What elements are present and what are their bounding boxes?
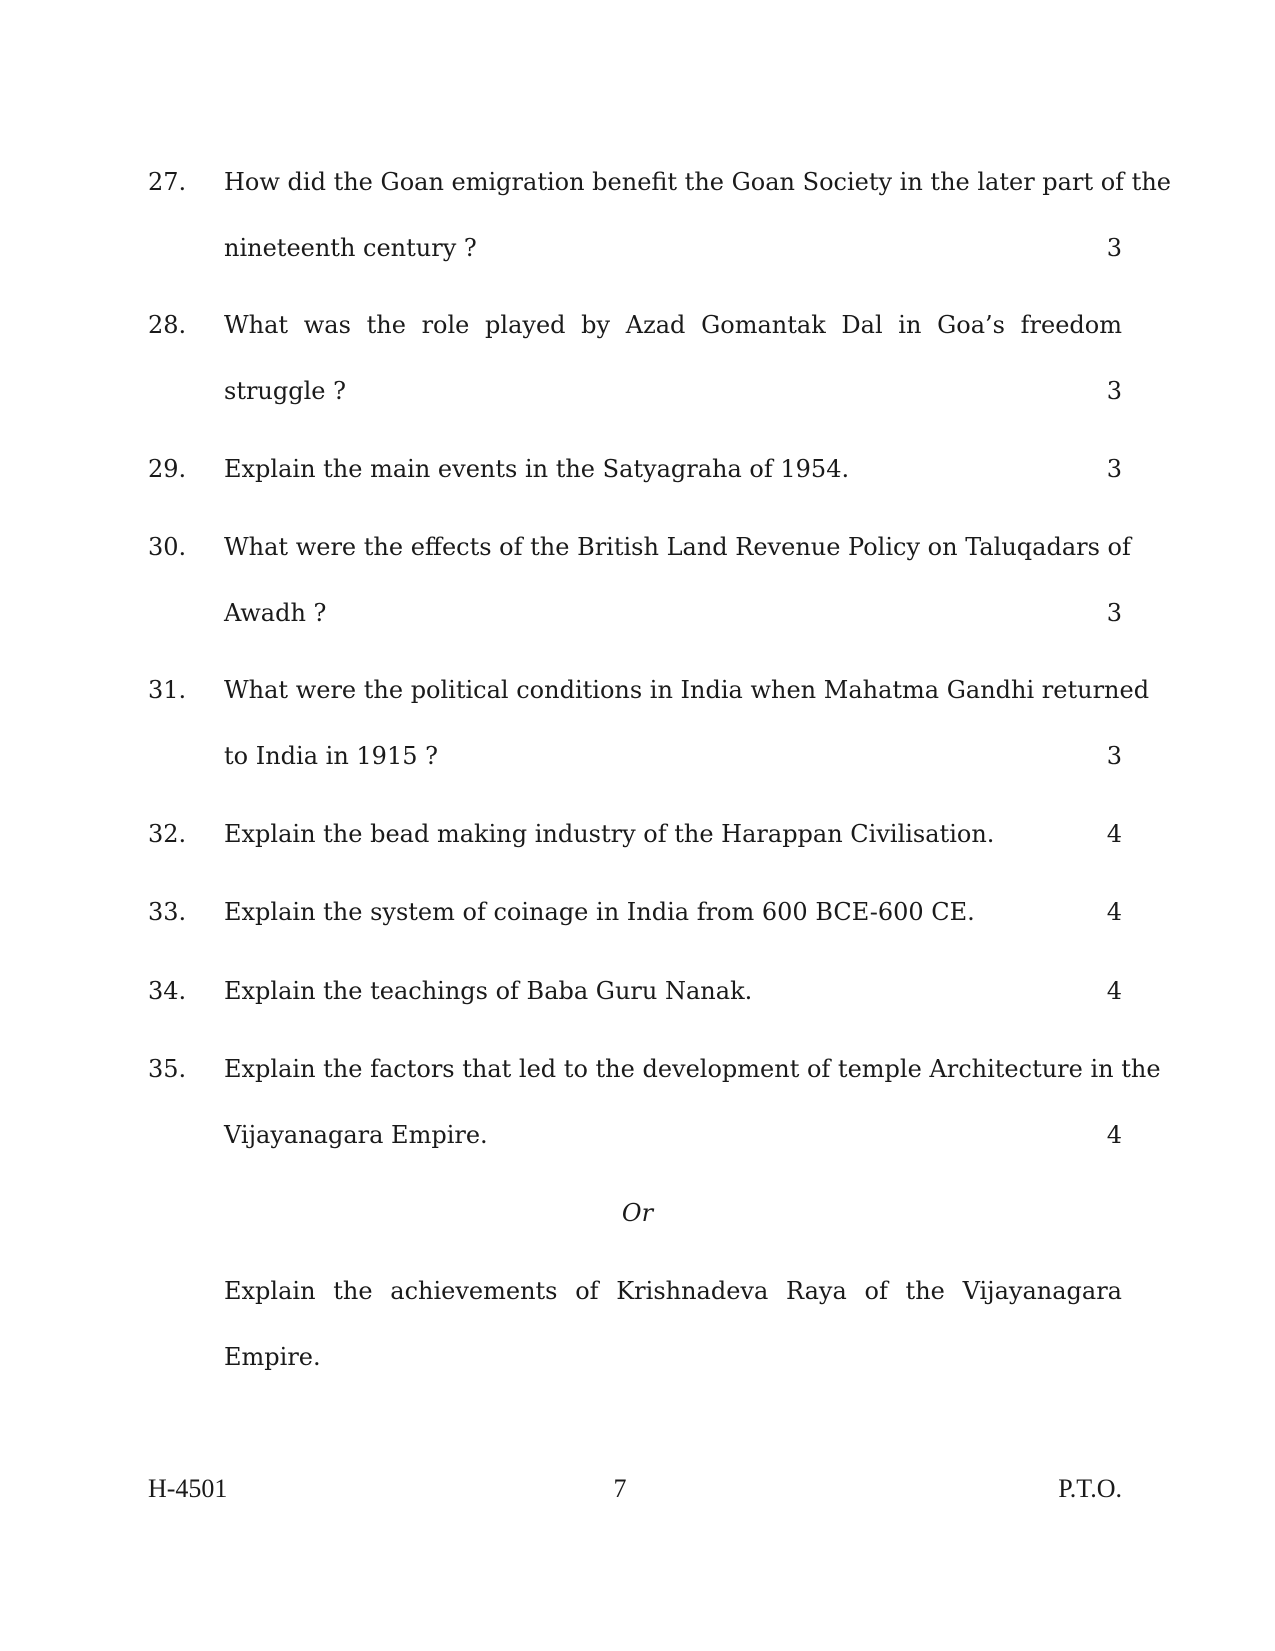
question-marks: 3 <box>1106 455 1122 483</box>
question-text-line: nineteenth century ? <box>224 234 477 262</box>
question-text-line: Explain the bead making industry of the Harappan Civilisation. <box>224 820 995 848</box>
question-marks: 4 <box>1106 898 1122 926</box>
question-number: 34. <box>148 977 187 1005</box>
pto-label: P.T.O. <box>1058 1474 1122 1503</box>
question-text-line: Explain the main events in the Satyagraha of 1954. <box>224 455 850 483</box>
question-marks: 3 <box>1106 599 1122 627</box>
question-number: 30. <box>148 533 187 561</box>
question-text-line: What were the political conditions in India when Mahatma Gandhi returned <box>224 676 1150 704</box>
or-label: Or <box>621 1199 654 1227</box>
question-text-line: Vijayanagara Empire. <box>224 1121 488 1149</box>
question-marks: 4 <box>1106 977 1122 1005</box>
question-marks: 3 <box>1106 234 1122 262</box>
question-marks: 4 <box>1106 1121 1122 1149</box>
paper-code: H-4501 <box>148 1474 228 1503</box>
question-text-line: to India in 1915 ? <box>224 742 438 770</box>
question-text-line: How did the Goan emigration benefit the Goan Society in the later part of the <box>224 168 1171 196</box>
question-number: 29. <box>148 455 187 483</box>
question-text-line: Explain the factors that led to the development of temple Architecture in the <box>224 1055 1161 1083</box>
question-text-line: Explain the teachings of Baba Guru Nanak. <box>224 977 753 1005</box>
question-number: 28. <box>148 311 187 339</box>
question-number: 32. <box>148 820 187 848</box>
question-text-line: What was the role played by Azad Gomantak Dal in Goa’s freedom <box>224 311 1122 339</box>
question-marks: 4 <box>1106 820 1122 848</box>
page-number: 7 <box>613 1474 627 1503</box>
question-text-line: Awadh ? <box>224 599 327 627</box>
question-number: 27. <box>148 168 187 196</box>
alternative-text-line: Empire. <box>224 1343 321 1371</box>
question-number: 35. <box>148 1055 187 1083</box>
question-text-line: Explain the system of coinage in India from 600 BCE-600 CE. <box>224 898 975 926</box>
question-marks: 3 <box>1106 742 1122 770</box>
question-number: 31. <box>148 676 187 704</box>
question-text-line: What were the effects of the British Land Revenue Policy on Taluqadars of <box>224 533 1131 561</box>
question-marks: 3 <box>1106 377 1122 405</box>
question-text-line: struggle ? <box>224 377 346 405</box>
question-number: 33. <box>148 898 187 926</box>
alternative-text-line: Explain the achievements of Krishnadeva Raya of the Vijayanagara <box>224 1277 1122 1305</box>
